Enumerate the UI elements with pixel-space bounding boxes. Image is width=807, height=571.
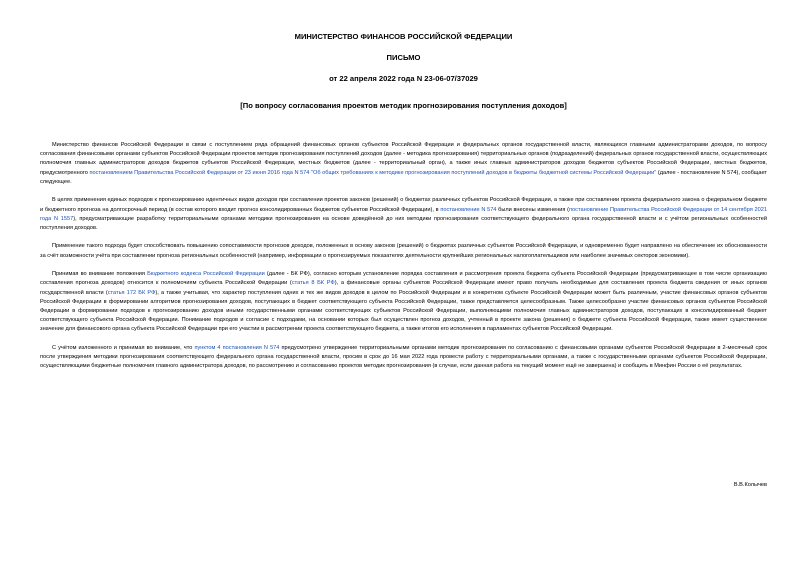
link-resolution-1557[interactable]: постановление Правительства Российской Федерации от 14 сентября 2021 года N 1557 xyxy=(40,206,767,222)
link-article-172[interactable]: статья 172 БК РФ xyxy=(107,289,156,296)
document-subject: [По вопросу согласования проектов методик прогнозирования поступления доходов] xyxy=(240,101,567,110)
paragraph-text: (далее - постановление N 574), сообщает следующее. xyxy=(40,169,767,185)
link-resolution-574-short[interactable]: постановление N 574 xyxy=(440,206,497,213)
paragraph-budget-code xyxy=(40,270,767,334)
ministry-title: МИНИСТЕРСТВО ФИНАНСОВ РОССИЙСКОЙ ФЕДЕРАЦИИ xyxy=(294,32,513,41)
paragraph-intro xyxy=(40,141,767,187)
paragraph-text: предусмотрено утверждение территориальными органами методик прогнозирования по согласованию с финансовыми органами субъектов Российской Федерации в 2-месячный срок после утверждения методики прогнозирования соответствующего федерального органа государственной власти, просим в срок до 16 мая 2022 года провести работу с территориальными органами, а также с государственными органами субъектов Российской Федерации, осуществляющими бюджетные полномочия главного администратора доходов, по рассмотрению и согласованию проектов методик прогнозирования (в случае, если данная работа на текущий момент ещё не завершена) и сообщить в Минфин России о её результатах. xyxy=(40,344,767,370)
paragraph-text: Применение такого подхода будет способствовать повышению сопоставимости прогнозов доходов, положенных в основу законов (решений) о бюджетах различных субъектов Российской Федерации, и одновременно будет направлено на обеспечение их обоснованности за счёт возможности учёта при составлении прогноза региональных особенностей (например, информации о прогнозируемых показателях деятельности крупнейших региональных налогоплательщиков или наиболее значимых секторов экономики). xyxy=(40,243,767,259)
document-type: ПИСЬМО xyxy=(386,53,421,62)
document-page xyxy=(40,30,768,488)
paragraph-text: С учётом изложенного и принимая во внимание, что xyxy=(52,344,195,351)
paragraph-request xyxy=(40,344,767,372)
paragraph-text: В целях применения единых подходов к прогнозированию идентичных видов доходов при составлении проектов законов (решений) о бюджетах различных субъектов Российской Федерации, а также при составлении проекта федерального закона о федеральном бюджете и бюджетного прогноза на долгосрочный период (в состав которого входит прогноз консолидированных бюджетов субъектов Российской Федерации), в xyxy=(40,197,767,213)
document-date-number: от 22 апреля 2022 года N 23-06-07/37029 xyxy=(329,74,478,83)
link-article-8[interactable]: статья 8 БК РФ xyxy=(291,280,335,287)
paragraph-comparability xyxy=(40,242,767,260)
letter-body xyxy=(40,141,767,371)
paragraph-text: ), а также учитывая, что характер поступления одних и тех же видов доходов в целом по Российской Федерации и в конкретном субъекте Российской Федерации может быть различным, участие финансовых органов субъектов Российской Федерации в формировании алгоритмов прогнозирования доходов, поступающих в бюджет соответствующего субъекта Российской Федерации, также представляется целесообразным. Также целесообразно участие финансовых органов субъектов Российской Федерации в формировании подходов к прогнозированию доходов иными государственными органами соответствующих субъектов Российской Федерации, выполняющими полномочия главных администраторов доходов, поступающих в консолидированный бюджет соответствующего субъекта Российской Федерации. Понимание подходов и согласие с подходами, на основании которых был осуществлен прогноз доходов, учтенный в проекте закона (решения) о бюджете субъекта Российской Федерации, также имеет существенное значение для финансового органа субъекта Российской Федерации при его участии в рассмотрении проекта соответствующего бюджета, а также итогов его исполнения в парламентах субъектов Российской Федерации. xyxy=(40,289,767,333)
paragraph-text: (далее - БК РФ), согласно которым установление порядка составления и рассмотрения проекта бюджета субъекта Российской Федерации (предусматривающее в том числе организацию составления прогноза доходов) относится к полномочиям субъекта Российской Федерации ( xyxy=(40,271,767,287)
link-item-4-resolution-574[interactable]: пунктом 4 постановления N 574 xyxy=(194,344,280,351)
paragraph-text: ), а финансовые органы субъектов Российской Федерации имеют право получать необходимые для составления проекта бюджета сведения от иных органов государственной власти ( xyxy=(40,280,768,296)
paragraph-text: были внесены изменения ( xyxy=(496,206,570,213)
paragraph-text: ), предусматривающие разработку территориальными органами методики прогнозирования на основе доведённой до них методики прогнозирования соответствующего федерального органа государственной власти и с учётом региональных особенностей поступления доходов. xyxy=(40,215,767,231)
signature: В.В.Колычев xyxy=(733,482,767,488)
link-budget-code[interactable]: Бюджетного кодекса Российской Федерации xyxy=(147,271,265,278)
link-resolution-574[interactable]: постановлением Правительства Российской Федерации от 23 июня 2016 года N 574 "Об общих требованиях к методике прогнозирования поступлений доходов в бюджеты бюджетной системы Российской Федерации" xyxy=(89,169,657,176)
paragraph-text: Министерство финансов Российской Федерации в связи с поступлением ряда обращений финансовых органов субъектов Российской Федерации и федеральных органов государственной власти, являющихся главными администраторами доходов, по вопросу согласования финансовыми органами субъектов Российской Федерации проектов методик прогнозирования поступлений доходов (далее - методика прогнозирования) территориальных органов (подразделений) федеральных органов государственной власти, осуществляющих полномочия главных администраторов доходов бюджетов субъектов Российской Федерации, местных бюджетов (далее - территориальный орган), а также иных главных администраторов доходов бюджетов субъектов Российской Федерации, местных бюджетов, предусмотренного xyxy=(40,142,767,176)
paragraph-text: Принимая во внимание положения xyxy=(52,271,148,278)
paragraph-unified-approaches xyxy=(40,196,767,233)
